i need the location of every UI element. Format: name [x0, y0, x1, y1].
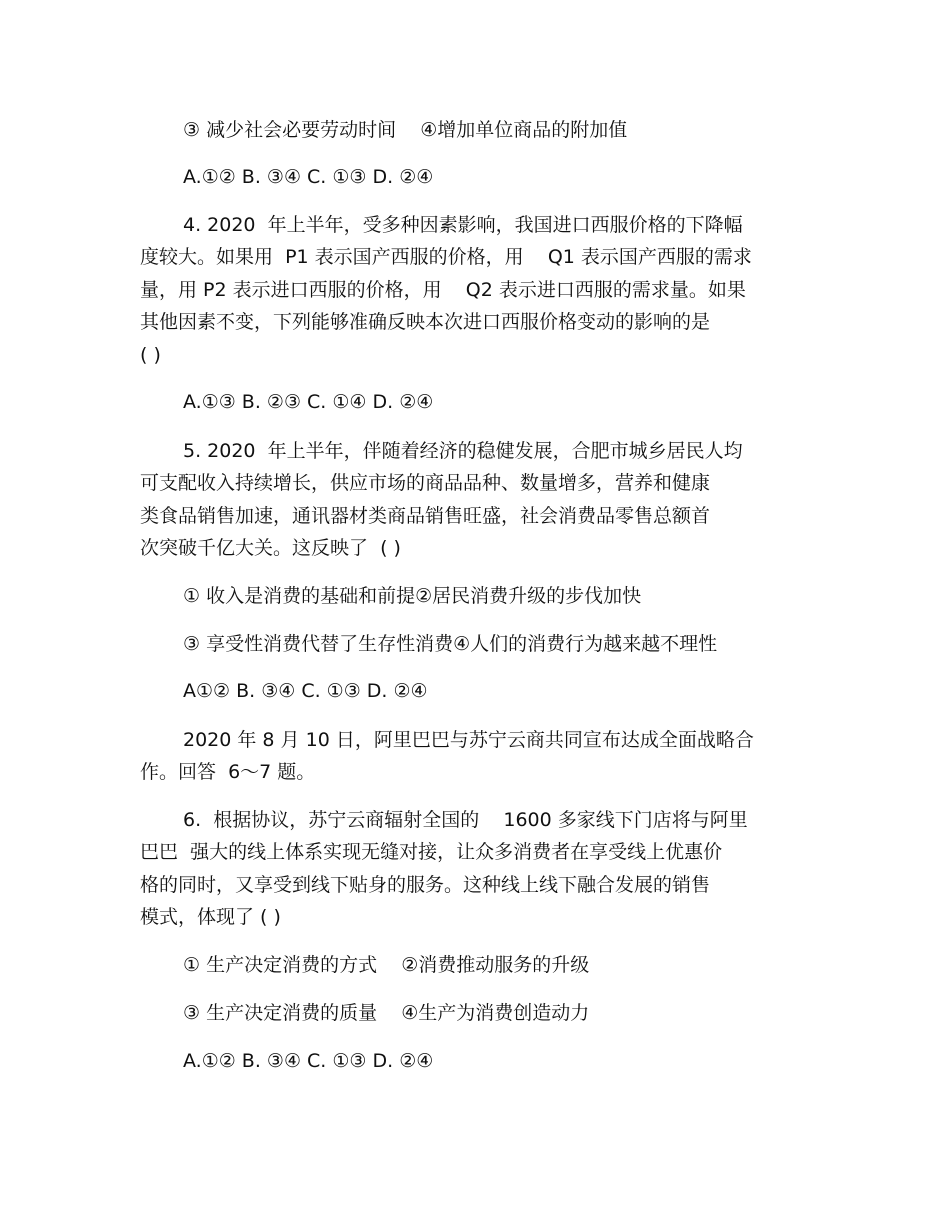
q6-stem-line-3: 格的同时，又享受到线下贴身的服务。这种线上线下融合发展的销售 — [140, 874, 711, 896]
q5-stem-line-4: 次突破千亿大关。这反映了 ( ) — [140, 537, 401, 559]
q3-answer-choices: A.①② B. ③④ C. ①③ D. ②④ — [183, 166, 434, 188]
q6-option-line-2: ③ 生产决定消费的质量 ④生产为消费创造动力 — [183, 1002, 590, 1024]
q6-answer-choices: A.①② B. ③④ C. ①③ D. ②④ — [183, 1050, 434, 1072]
q5-stem-line-1: 5. 2020 年上半年，伴随着经济的稳健发展，合肥市城乡居民人均 — [183, 440, 743, 462]
q3-option-line-2: ③ 减少社会必要劳动时间 ④增加单位商品的附加值 — [183, 119, 628, 141]
q4-stem-line-4: 其他因素不变，下列能够准确反映本次进口西服价格变动的影响的是 — [140, 311, 711, 333]
q5-option-line-1: ① 收入是消费的基础和前提②居民消费升级的步伐加快 — [183, 585, 642, 607]
material-intro-line-2: 作。回答 6～7 题。 — [140, 761, 316, 783]
q5-stem-line-2: 可支配收入持续增长，供应市场的商品品种、数量增多，营养和健康 — [140, 472, 711, 494]
material-intro-line-1: 2020 年 8 月 10 日，阿里巴巴与苏宁云商共同宣布达成全面战略合 — [183, 729, 754, 751]
q5-stem-line-3: 类食品销售加速，通讯器材类商品销售旺盛，社会消费品零售总额首 — [140, 505, 711, 527]
q6-stem-line-1: 6. 根据协议，苏宁云商辐射全国的 1600 多家线下门店将与阿里 — [183, 809, 748, 831]
q6-stem-line-2: 巴巴 强大的线上体系实现无缝对接，让众多消费者在享受线上优惠价 — [140, 841, 723, 863]
q6-stem-line-4: 模式，体现了 ( ) — [140, 906, 281, 928]
q4-stem-line-3: 量，用 P2 表示进口西服的价格，用 Q2 表示进口西服的需求量。如果 — [140, 279, 746, 301]
q4-stem-line-2: 度较大。如果用 P1 表示国产西服的价格，用 Q1 表示国产西服的需求 — [140, 246, 752, 268]
q4-stem-line-5: ( ) — [140, 344, 161, 366]
q5-option-line-2: ③ 享受性消费代替了生存性消费④人们的消费行为越来越不理性 — [183, 633, 718, 655]
q5-answer-choices: A①② B. ③④ C. ①③ D. ②④ — [183, 680, 428, 702]
q4-stem-line-1: 4. 2020 年上半年，受多种因素影响，我国进口西服价格的下降幅 — [183, 214, 743, 236]
q6-option-line-1: ① 生产决定消费的方式 ②消费推动服务的升级 — [183, 954, 590, 976]
q4-answer-choices: A.①③ B. ②③ C. ①④ D. ②④ — [183, 391, 434, 413]
